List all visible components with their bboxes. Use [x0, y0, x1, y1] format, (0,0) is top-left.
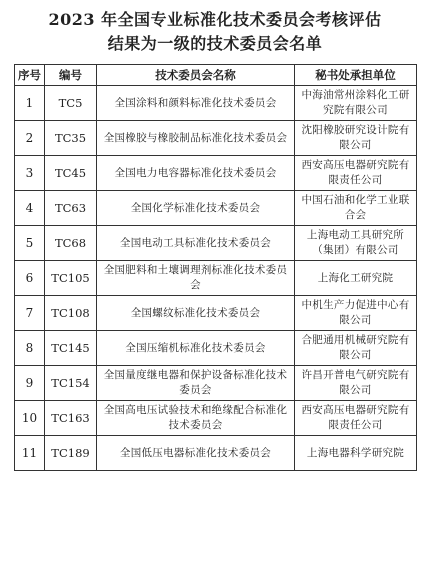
cell-secretariat: 上海化工研究院	[295, 261, 417, 296]
cell-secretariat: 中海油常州涂料化工研究院有限公司	[295, 86, 417, 121]
table-row	[15, 366, 417, 401]
cell-serial: 9	[15, 366, 45, 401]
cell-secretariat: 西安高压电器研究院有限责任公司	[295, 401, 417, 436]
table-row	[15, 86, 417, 121]
header-secretariat: 秘书处承担单位	[295, 65, 417, 86]
cell-committee-name: 全国电力电容器标准化技术委员会	[97, 156, 295, 191]
cell-serial: 5	[15, 226, 45, 261]
cell-code: TC35	[45, 121, 97, 156]
cell-committee-name: 全国橡胶与橡胶制品标准化技术委员会	[97, 121, 295, 156]
title-line-1: 2023 年全国专业标准化技术委员会考核评估	[48, 10, 382, 29]
cell-committee-name: 全国压缩机标准化技术委员会	[97, 331, 295, 366]
cell-secretariat: 中国石油和化学工业联合会	[295, 191, 417, 226]
cell-serial: 6	[15, 261, 45, 296]
cell-secretariat: 合肥通用机械研究院有限公司	[295, 331, 417, 366]
header-serial: 序号	[15, 65, 45, 86]
cell-code: TC108	[45, 296, 97, 331]
cell-code: TC145	[45, 331, 97, 366]
table-header-row	[15, 65, 417, 86]
cell-code: TC163	[45, 401, 97, 436]
cell-serial: 8	[15, 331, 45, 366]
cell-secretariat: 许昌开普电气研究院有限公司	[295, 366, 417, 401]
table-row	[15, 261, 417, 296]
cell-committee-name: 全国涂料和颜料标准化技术委员会	[97, 86, 295, 121]
cell-secretariat: 西安高压电器研究院有限责任公司	[295, 156, 417, 191]
cell-code: TC5	[45, 86, 97, 121]
title-line-2: 结果为一级的技术委员会名单	[107, 34, 323, 53]
cell-secretariat: 沈阳橡胶研究设计院有限公司	[295, 121, 417, 156]
cell-code: TC63	[45, 191, 97, 226]
cell-serial: 7	[15, 296, 45, 331]
cell-committee-name: 全国高电压试验技术和绝缘配合标准化技术委员会	[97, 401, 295, 436]
table-row	[15, 121, 417, 156]
table-row	[15, 401, 417, 436]
cell-committee-name: 全国电动工具标准化技术委员会	[97, 226, 295, 261]
table-row	[15, 436, 417, 471]
cell-serial: 1	[15, 86, 45, 121]
cell-secretariat: 中机生产力促进中心有限公司	[295, 296, 417, 331]
table-row	[15, 331, 417, 366]
cell-serial: 3	[15, 156, 45, 191]
cell-committee-name: 全国螺纹标准化技术委员会	[97, 296, 295, 331]
cell-serial: 2	[15, 121, 45, 156]
table-row	[15, 296, 417, 331]
table-row	[15, 156, 417, 191]
table-row	[15, 191, 417, 226]
header-code: 编号	[45, 65, 97, 86]
cell-serial: 11	[15, 436, 45, 471]
cell-serial: 10	[15, 401, 45, 436]
cell-code: TC68	[45, 226, 97, 261]
cell-secretariat: 上海电器科学研究院	[295, 436, 417, 471]
committee-table	[14, 64, 417, 471]
cell-committee-name: 全国化学标准化技术委员会	[97, 191, 295, 226]
cell-committee-name: 全国低压电器标准化技术委员会	[97, 436, 295, 471]
document-title	[14, 8, 416, 56]
cell-serial: 4	[15, 191, 45, 226]
cell-secretariat: 上海电动工具研究所（集团）有限公司	[295, 226, 417, 261]
cell-committee-name: 全国肥料和土壤调理剂标准化技术委员会	[97, 261, 295, 296]
cell-code: TC189	[45, 436, 97, 471]
table-row	[15, 226, 417, 261]
cell-code: TC154	[45, 366, 97, 401]
cell-code: TC105	[45, 261, 97, 296]
cell-committee-name: 全国量度继电器和保护设备标准化技术委员会	[97, 366, 295, 401]
cell-code: TC45	[45, 156, 97, 191]
header-committee-name: 技术委员会名称	[97, 65, 295, 86]
